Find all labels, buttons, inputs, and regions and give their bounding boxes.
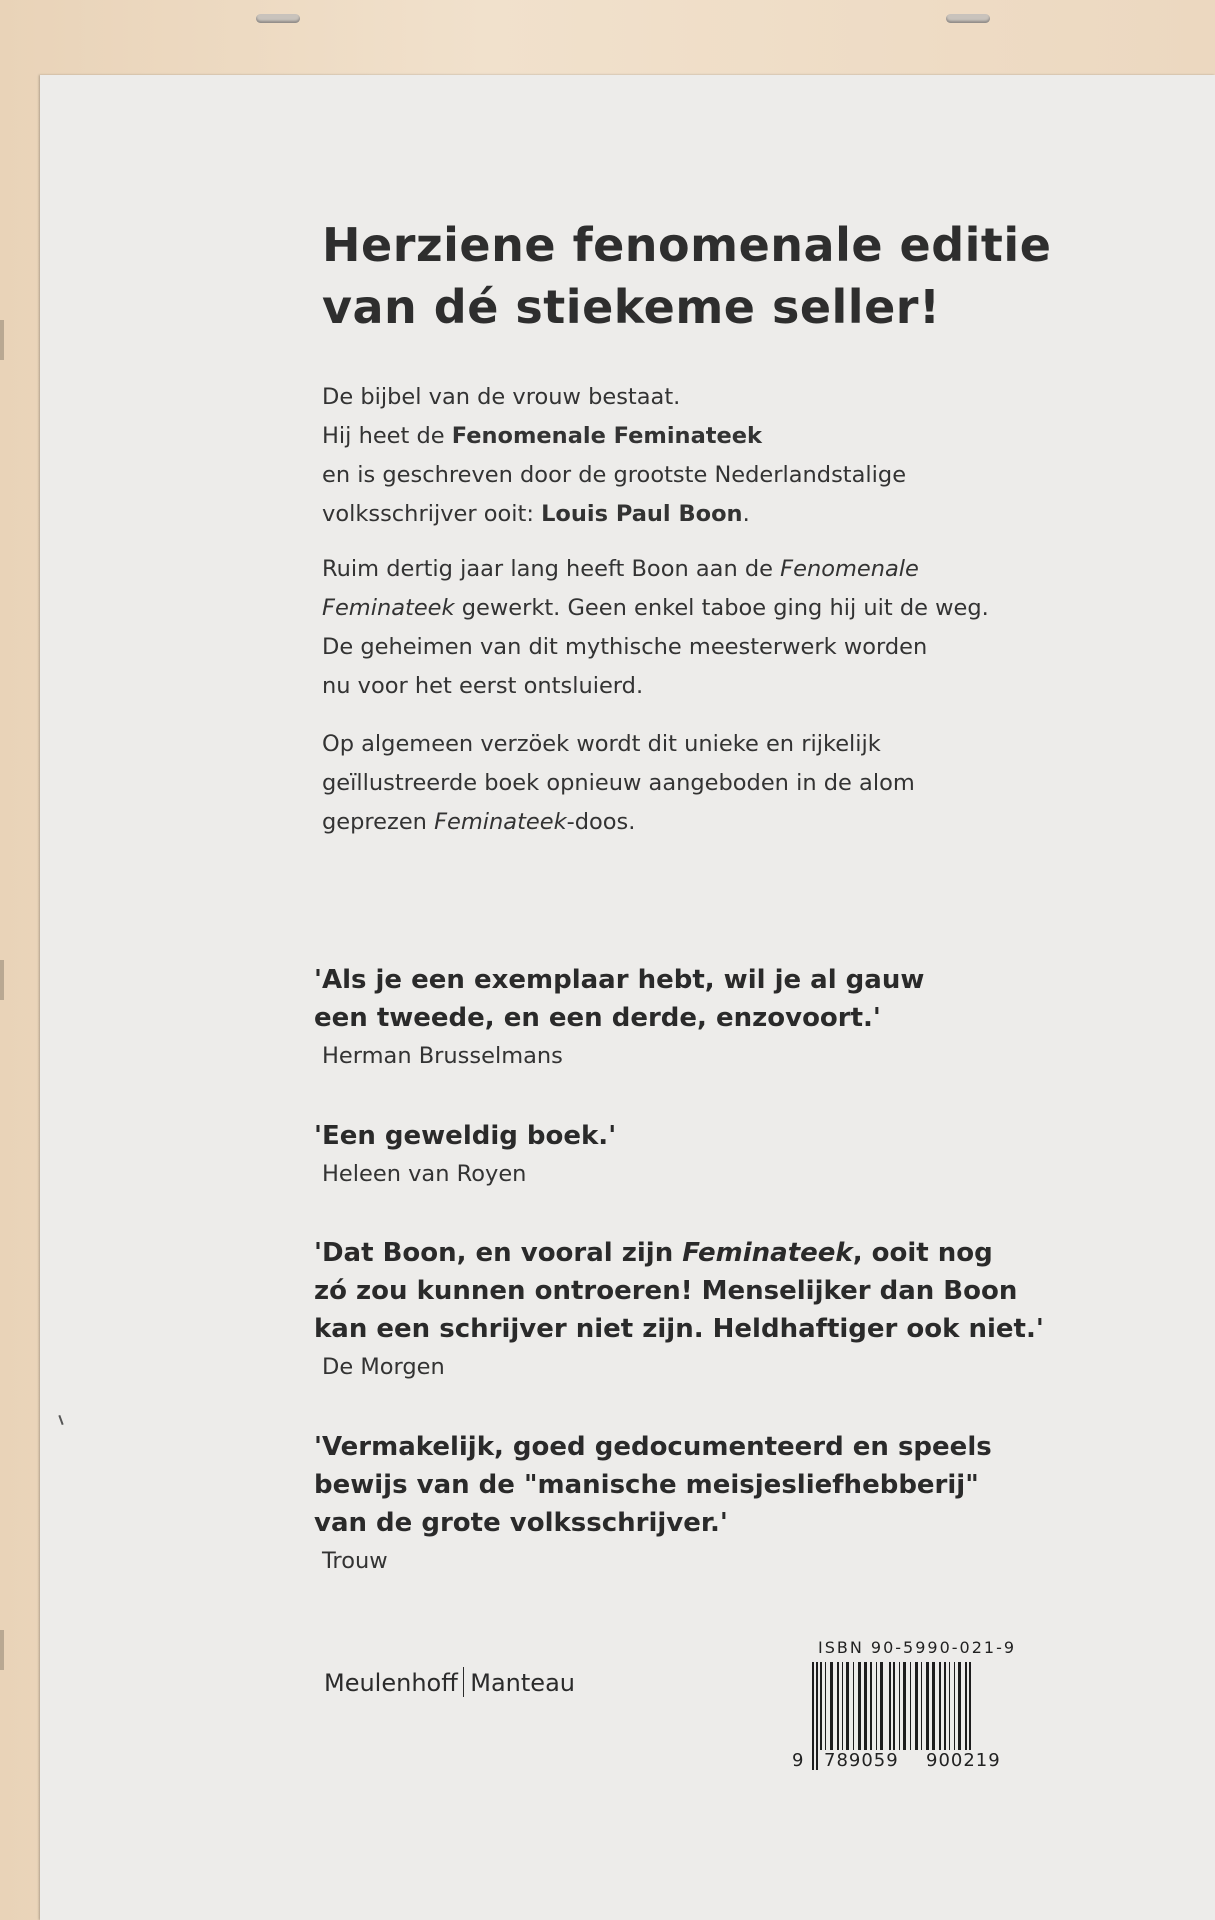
quote-line: kan een schrijver niet zijn. Heldhaftiger ook niet.'	[314, 1314, 1044, 1344]
quote-source: De Morgen	[322, 1354, 445, 1380]
barcode-bar	[870, 1662, 872, 1750]
text-line: De geheimen van dit mythische meesterwerk worden	[322, 634, 928, 660]
quote-line: zó zou kunnen ontroeren! Menselijker dan Boon	[314, 1276, 1018, 1306]
publisher-imprint	[324, 1667, 575, 1697]
barcode-bar	[825, 1662, 826, 1750]
text-segment: 'Dat Boon, en vooral zijn	[314, 1238, 683, 1268]
barcode-bar	[820, 1662, 822, 1750]
text-line	[322, 417, 1062, 456]
text-line: nu voor het eerst ontsluierd.	[322, 673, 644, 699]
barcode-bar	[939, 1662, 941, 1750]
text-line	[322, 495, 1062, 534]
book-title: Fenomenale Feminateek	[451, 423, 763, 449]
italic-title: Feminateek	[322, 595, 455, 621]
barcode-bar	[899, 1662, 900, 1750]
barcode-bar	[816, 1662, 818, 1770]
review-quote	[314, 961, 1062, 1073]
text-line: geïllustreerde boek opnieuw aangeboden in de alom	[322, 770, 915, 796]
quote-line: een tweede, en een derde, enzovoort.'	[314, 1003, 881, 1033]
text-line	[322, 550, 1062, 589]
review-quote	[314, 1428, 1062, 1578]
barcode-bar	[864, 1662, 867, 1750]
quote-text	[314, 1428, 1062, 1542]
text-segment: geprezen	[322, 809, 435, 835]
text-line	[322, 803, 1062, 842]
quote-line: 'Een geweldig boek.'	[314, 1121, 617, 1151]
publisher-divider	[463, 1667, 465, 1697]
text-segment: , ooit nog	[852, 1238, 993, 1268]
quote-line: 'Vermakelijk, goed gedocumenteerd en speels	[314, 1432, 992, 1462]
publisher-name: Meulenhoff	[324, 1669, 458, 1697]
barcode-bar	[944, 1662, 946, 1750]
barcode-bar	[910, 1662, 911, 1750]
barcode-bar	[812, 1662, 814, 1770]
barcode-digit-group: 900219	[926, 1750, 1001, 1771]
review-quote	[314, 1234, 1062, 1384]
barcode-bar	[880, 1662, 883, 1750]
publisher-name: Manteau	[470, 1669, 575, 1697]
barcode-bar	[926, 1662, 929, 1750]
barcode-bar	[958, 1662, 961, 1750]
edge-mark	[0, 1630, 4, 1670]
text-line: De bijbel van de vrouw bestaat.	[322, 384, 681, 410]
quote-source: Heleen van Royen	[322, 1161, 527, 1187]
quote-text	[314, 1234, 1062, 1348]
barcode-bar	[837, 1662, 839, 1750]
italic-title: Feminateek	[682, 1238, 853, 1268]
barcode-digit-group: 789059	[824, 1750, 899, 1771]
barcode-bar	[903, 1662, 906, 1750]
barcode-digit: 9	[792, 1750, 805, 1771]
barcode-bar	[842, 1662, 843, 1750]
edition-paragraph	[322, 725, 1062, 842]
barcode-bar	[921, 1662, 922, 1750]
headline-line: van dé stiekeme seller!	[322, 280, 941, 334]
headline	[322, 214, 1062, 338]
review-quote	[314, 1117, 1062, 1191]
barcode-bar	[932, 1662, 935, 1750]
barcode	[788, 1662, 1028, 1774]
author-name: Louis Paul Boon	[541, 501, 743, 527]
text-line: Op algemeen verzöek wordt dit unieke en rijkelijk	[322, 731, 881, 757]
quote-source: Trouw	[322, 1548, 388, 1574]
quote-line	[314, 1234, 1062, 1272]
text-segment: Hij heet de	[322, 423, 452, 449]
quote-line: 'Als je een exemplaar hebt, wil je al gauw	[314, 965, 925, 995]
quote-line: van de grote volksschrijver.'	[314, 1508, 728, 1538]
text-segment: Ruim dertig jaar lang heeft Boon aan de	[322, 556, 781, 582]
headline-line: Herziene fenomenale editie	[322, 218, 1052, 272]
quote-text	[314, 961, 1062, 1037]
text-segment: gewerkt. Geen enkel taboe ging hij uit de weg.	[454, 595, 989, 621]
text-segment: volksschrijver ooit:	[322, 501, 542, 527]
barcode-bar	[853, 1662, 854, 1750]
italic-title: Fenomenale	[780, 556, 919, 582]
barcode-bar	[876, 1662, 877, 1750]
history-paragraph	[322, 550, 1062, 706]
barcode-bar	[830, 1662, 833, 1750]
text-segment: .	[742, 501, 750, 527]
isbn-label: ISBN 90-5990-021-9	[818, 1638, 1017, 1657]
text-line: en is geschreven door de grootste Nederlandstalige	[322, 462, 907, 488]
edge-mark	[0, 320, 4, 360]
quote-line: bewijs van de "manische meisjesliefhebberij"	[314, 1470, 979, 1500]
text-line	[322, 589, 1062, 628]
italic-title: Feminateek	[434, 809, 567, 835]
barcode-bar	[915, 1662, 918, 1750]
intro-paragraph	[322, 378, 1062, 534]
barcode-bar	[949, 1662, 950, 1750]
barcode-bar	[954, 1662, 955, 1750]
binder-clip	[256, 14, 300, 23]
quote-source: Herman Brusselmans	[322, 1043, 563, 1069]
barcode-bar	[858, 1662, 861, 1750]
binder-clip	[946, 14, 990, 23]
barcode-bar	[846, 1662, 849, 1750]
edge-mark	[0, 960, 4, 1000]
quote-text	[314, 1117, 1062, 1155]
text-segment: -doos.	[566, 809, 636, 835]
